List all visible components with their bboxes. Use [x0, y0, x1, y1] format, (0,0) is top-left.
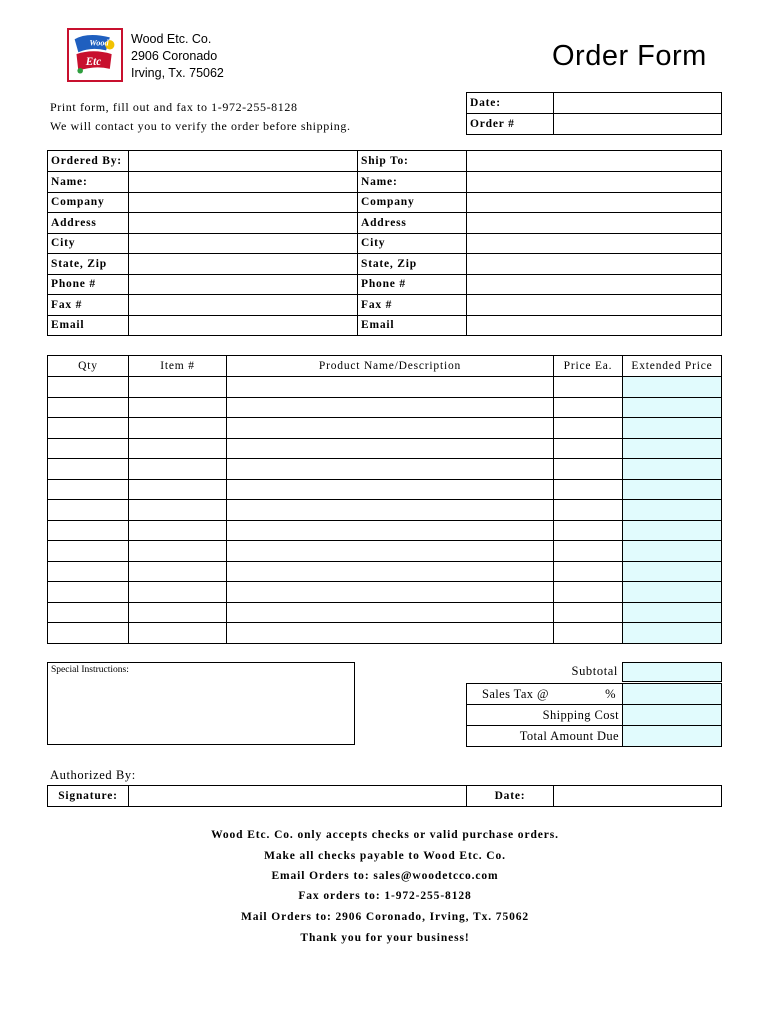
qty-cell[interactable] [48, 377, 129, 398]
sales-tax-row [467, 684, 623, 705]
shipping-label: Shipping Cost [467, 705, 623, 726]
svg-text:Etc: Etc [85, 56, 102, 69]
address-row [48, 274, 722, 295]
column-header-item: Item # [129, 356, 227, 377]
item-number-cell[interactable] [129, 479, 227, 500]
ship-to-field[interactable] [467, 172, 722, 193]
description-cell[interactable] [227, 602, 554, 623]
price-cell[interactable] [554, 500, 623, 521]
footer-line-2: Make all checks payable to Wood Etc. Co. [264, 850, 506, 862]
authorized-label: Authorized By: [50, 768, 136, 782]
signature-label: Signature: [48, 786, 129, 807]
column-header-price: Price Ea. [554, 356, 623, 377]
item-number-cell[interactable] [129, 623, 227, 644]
item-number-cell[interactable] [129, 377, 227, 398]
ship-to-field[interactable] [467, 213, 722, 234]
subtotal-field[interactable] [622, 662, 722, 682]
company-name: Wood Etc. Co. [131, 32, 212, 46]
extended-price-cell[interactable] [623, 582, 722, 603]
extended-price-cell[interactable] [623, 438, 722, 459]
ordered-by-field[interactable] [129, 192, 358, 213]
items-table [47, 355, 722, 644]
ordered-by-label: Phone # [48, 274, 129, 295]
description-cell[interactable] [227, 561, 554, 582]
ship-to-label: Phone # [358, 274, 467, 295]
ordered-by-field[interactable] [129, 295, 358, 316]
sales-tax-label: Sales Tax @ [482, 687, 549, 701]
ship-to-header-field[interactable] [467, 151, 722, 172]
footer-line-4: Fax orders to: 1-972-255-8128 [298, 890, 472, 902]
item-number-cell[interactable] [129, 397, 227, 418]
ordered-by-label: State, Zip [48, 254, 129, 275]
item-number-cell[interactable] [129, 602, 227, 623]
description-cell[interactable] [227, 377, 554, 398]
ordered-by-header-field[interactable] [129, 151, 358, 172]
svg-text:Wood: Wood [89, 38, 109, 48]
extended-price-cell[interactable] [623, 520, 722, 541]
description-cell[interactable] [227, 623, 554, 644]
item-row [48, 459, 722, 480]
price-cell[interactable] [554, 623, 623, 644]
sales-tax-field[interactable] [623, 684, 722, 705]
ordered-by-label: Fax # [48, 295, 129, 316]
ship-to-label: Name: [358, 172, 467, 193]
footer-line-1: Wood Etc. Co. only accepts checks or valid purchase orders. [211, 829, 559, 841]
column-header-extended: Extended Price [623, 356, 722, 377]
ship-to-field[interactable] [467, 274, 722, 295]
price-cell[interactable] [554, 520, 623, 541]
ship-to-label: State, Zip [358, 254, 467, 275]
extended-price-cell[interactable] [623, 377, 722, 398]
extended-price-cell[interactable] [623, 541, 722, 562]
description-cell[interactable] [227, 582, 554, 603]
ordered-by-field[interactable] [129, 254, 358, 275]
description-cell[interactable] [227, 479, 554, 500]
item-number-cell[interactable] [129, 541, 227, 562]
description-cell[interactable] [227, 500, 554, 521]
item-row [48, 561, 722, 582]
ordered-by-label: Email [48, 315, 129, 336]
column-header-description: Product Name/Description [227, 356, 554, 377]
ordered-by-field[interactable] [129, 213, 358, 234]
item-number-cell[interactable] [129, 561, 227, 582]
address-row [48, 192, 722, 213]
order-number-field[interactable] [554, 114, 722, 135]
item-number-cell[interactable] [129, 418, 227, 439]
date-label: Date: [467, 93, 554, 114]
address-row [48, 295, 722, 316]
price-cell[interactable] [554, 602, 623, 623]
extended-price-cell[interactable] [623, 459, 722, 480]
company-logo [67, 28, 123, 82]
signature-date-label: Date: [467, 786, 554, 807]
signature-field[interactable] [129, 786, 467, 807]
address-header-row [48, 151, 722, 172]
ship-to-field[interactable] [467, 254, 722, 275]
address-row [48, 172, 722, 193]
date-field[interactable] [554, 93, 722, 114]
item-row [48, 479, 722, 500]
item-row [48, 418, 722, 439]
extended-price-cell[interactable] [623, 479, 722, 500]
qty-cell[interactable] [48, 541, 129, 562]
item-row [48, 500, 722, 521]
item-row [48, 397, 722, 418]
ship-to-label: City [358, 233, 467, 254]
extended-price-cell[interactable] [623, 623, 722, 644]
instructions [50, 98, 351, 136]
ship-to-label: Email [358, 315, 467, 336]
qty-cell[interactable] [48, 438, 129, 459]
total-label: Total Amount Due [467, 726, 623, 747]
extended-price-cell[interactable] [623, 561, 722, 582]
company-address [131, 31, 224, 82]
ship-to-field[interactable] [467, 295, 722, 316]
ordered-by-field[interactable] [129, 274, 358, 295]
shipping-field[interactable] [623, 705, 722, 726]
items-header-row [48, 356, 722, 377]
price-cell[interactable] [554, 418, 623, 439]
total-field[interactable] [623, 726, 722, 747]
ordered-by-field[interactable] [129, 233, 358, 254]
instructions-line1: Print form, fill out and fax to 1-972-255-8128 [50, 100, 298, 114]
extended-price-cell[interactable] [623, 418, 722, 439]
meta-table [466, 92, 722, 135]
description-cell[interactable] [227, 459, 554, 480]
qty-cell[interactable] [48, 582, 129, 603]
item-row [48, 520, 722, 541]
qty-cell[interactable] [48, 500, 129, 521]
price-cell[interactable] [554, 582, 623, 603]
ship-to-field[interactable] [467, 315, 722, 336]
description-cell[interactable] [227, 541, 554, 562]
extended-price-cell[interactable] [623, 397, 722, 418]
qty-cell[interactable] [48, 459, 129, 480]
ordered-by-field[interactable] [129, 315, 358, 336]
description-cell[interactable] [227, 397, 554, 418]
footer-line-3: Email Orders to: sales@woodetcco.com [271, 870, 499, 882]
qty-cell[interactable] [48, 418, 129, 439]
footer-line-5: Mail Orders to: 2906 Coronado, Irving, Tx. 75062 [240, 911, 530, 923]
qty-cell[interactable] [48, 479, 129, 500]
qty-cell[interactable] [48, 623, 129, 644]
description-cell[interactable] [227, 520, 554, 541]
special-instructions-label: Special Instructions: [51, 665, 129, 675]
address-table [47, 150, 722, 336]
price-cell[interactable] [554, 377, 623, 398]
item-number-cell[interactable] [129, 520, 227, 541]
item-row [48, 602, 722, 623]
signature-table [47, 785, 722, 807]
ship-to-label: Fax # [358, 295, 467, 316]
item-number-cell[interactable] [129, 438, 227, 459]
item-row [48, 377, 722, 398]
description-cell[interactable] [227, 418, 554, 439]
company-street: 2906 Coronado [131, 49, 218, 63]
price-cell[interactable] [554, 541, 623, 562]
qty-cell[interactable] [48, 397, 129, 418]
price-cell[interactable] [554, 397, 623, 418]
qty-cell[interactable] [48, 520, 129, 541]
special-instructions-box[interactable] [47, 662, 355, 745]
address-row [48, 254, 722, 275]
ordered-by-field[interactable] [129, 172, 358, 193]
ship-to-label: Address [358, 213, 467, 234]
subtotal-label: Subtotal [571, 664, 618, 678]
extended-price-cell[interactable] [623, 500, 722, 521]
instructions-line2: We will contact you to verify the order before shipping. [50, 119, 351, 133]
ship-to-field[interactable] [467, 233, 722, 254]
ship-to-header: Ship To: [358, 151, 467, 172]
ordered-by-label: Address [48, 213, 129, 234]
signature-date-field[interactable] [554, 786, 722, 807]
item-number-cell[interactable] [129, 459, 227, 480]
item-number-cell[interactable] [129, 582, 227, 603]
price-cell[interactable] [554, 479, 623, 500]
qty-cell[interactable] [48, 561, 129, 582]
extended-price-cell[interactable] [623, 602, 722, 623]
qty-cell[interactable] [48, 602, 129, 623]
order-number-label: Order # [467, 114, 554, 135]
item-row [48, 623, 722, 644]
price-cell[interactable] [554, 438, 623, 459]
address-row [48, 233, 722, 254]
price-cell[interactable] [554, 561, 623, 582]
item-number-cell[interactable] [129, 500, 227, 521]
ship-to-field[interactable] [467, 192, 722, 213]
address-row [48, 315, 722, 336]
item-row [48, 438, 722, 459]
ordered-by-label: Company [48, 192, 129, 213]
ship-to-label: Company [358, 192, 467, 213]
ordered-by-header: Ordered By: [48, 151, 129, 172]
sales-tax-percent: % [605, 687, 616, 701]
column-header-qty: Qty [48, 356, 129, 377]
ordered-by-label: Name: [48, 172, 129, 193]
ordered-by-label: City [48, 233, 129, 254]
footer-line-6: Thank you for your business! [300, 932, 470, 944]
page-title: Order Form [552, 40, 707, 72]
address-row [48, 213, 722, 234]
item-row [48, 582, 722, 603]
price-cell[interactable] [554, 459, 623, 480]
company-city: Irving, Tx. 75062 [131, 66, 224, 80]
logo-graphic [69, 30, 121, 80]
item-row [48, 541, 722, 562]
totals-table [466, 683, 722, 747]
description-cell[interactable] [227, 438, 554, 459]
